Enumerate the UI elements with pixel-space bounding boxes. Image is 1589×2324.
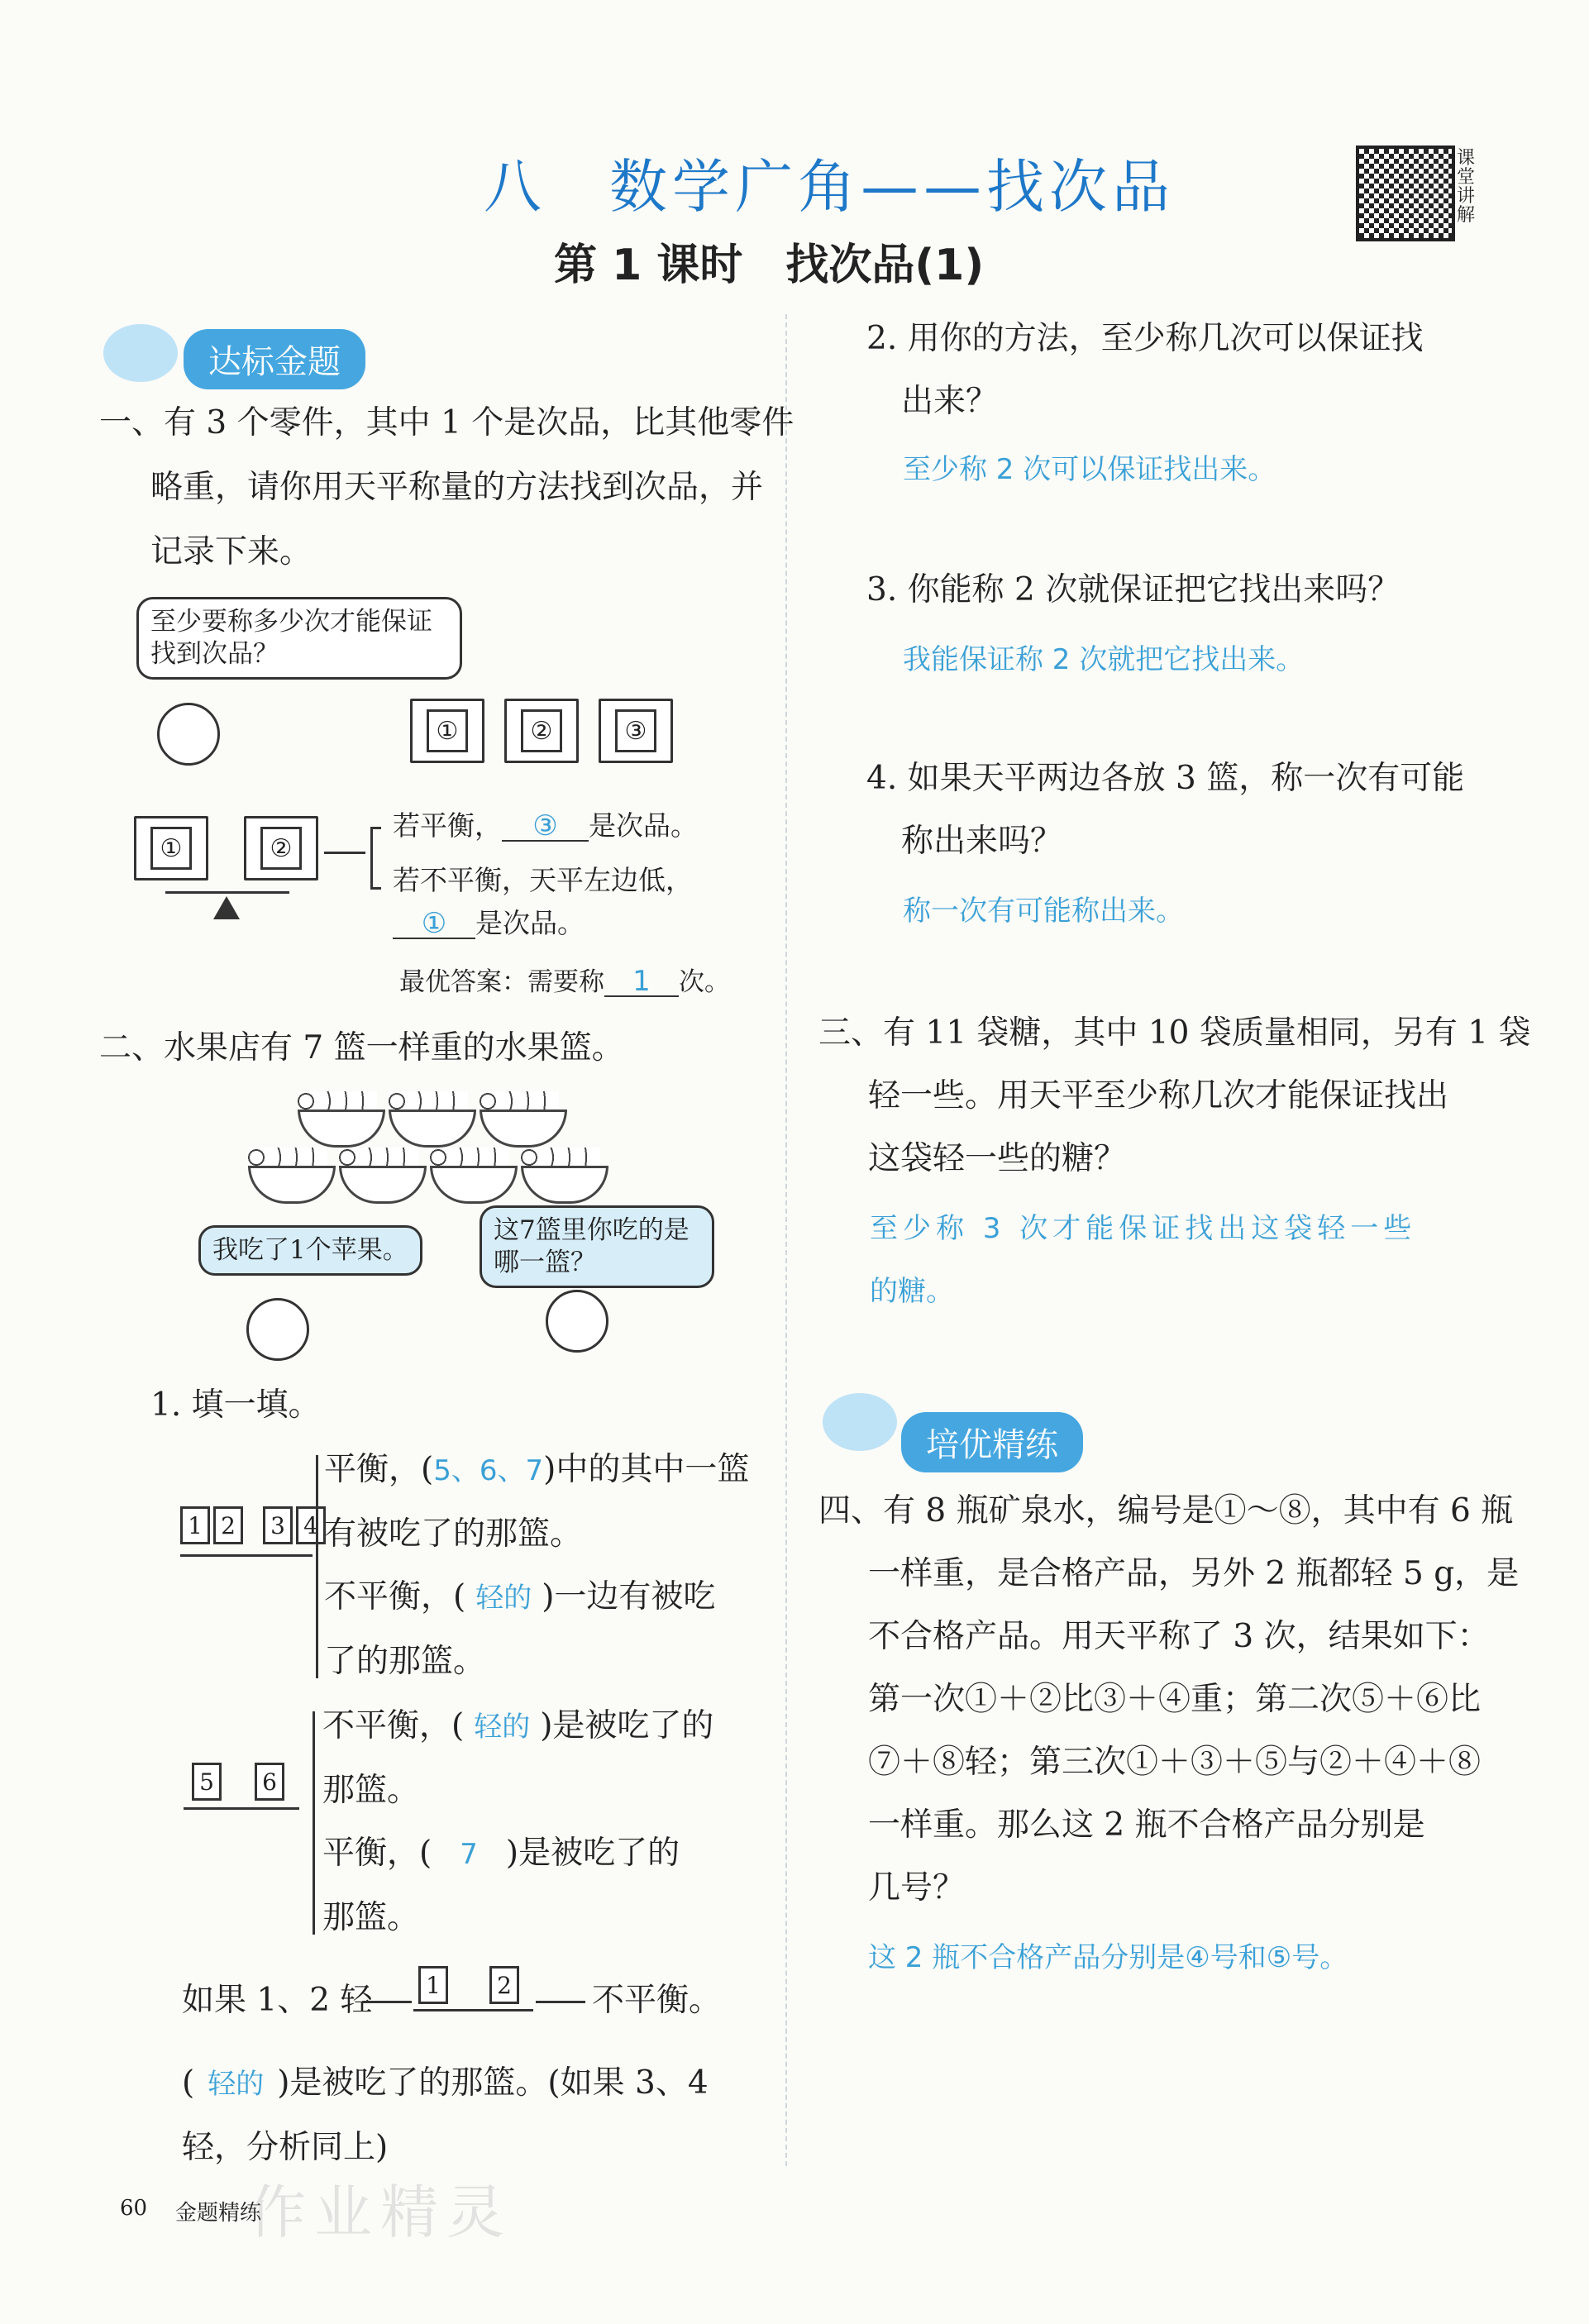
text: 是次品。 xyxy=(475,907,585,939)
text: )是被吃了的那篮。(如果 3、4 xyxy=(277,2064,709,2102)
balance-beam xyxy=(165,891,289,894)
q2-boy-bubble: 这7篮里你吃的是哪一篮？ xyxy=(480,1205,714,1288)
q4-line6: 一样重。那么这 2 瓶不合格产品分别是 xyxy=(868,1806,1425,1844)
q2-4-line1: 4. 如果天平两边各放 3 篮，称一次有可能 xyxy=(866,760,1465,797)
r2-row-c xyxy=(322,1835,680,1872)
chapter-title: 八 数学广角——找次品 xyxy=(484,153,1175,221)
r1-row-a xyxy=(324,1453,749,1486)
q1-line3: 记录下来。 xyxy=(150,533,313,570)
book-name: 金题精练 xyxy=(175,2201,262,2226)
q1-unbalanced-row2 xyxy=(393,909,585,939)
boy-icon xyxy=(546,1290,608,1353)
part-box: ① xyxy=(427,709,468,752)
q2-girl-bubble: 我吃了1个苹果。 xyxy=(198,1225,422,1276)
part-box: ③ xyxy=(615,709,656,752)
arrow-line xyxy=(362,2001,412,2003)
basket-num: 2 xyxy=(489,1966,519,2004)
watermark: 作业精灵 xyxy=(248,2178,513,2246)
answer: 5、6、7 xyxy=(433,1454,544,1487)
part-frame-2 xyxy=(504,699,579,763)
answer-unbalanced: ① xyxy=(393,909,475,939)
q1-line2: 略重，请你用天平称量的方法找到次品，并 xyxy=(150,469,764,506)
q2-4-answer: 称一次有可能称出来。 xyxy=(903,895,1184,928)
column-divider xyxy=(785,314,787,2166)
result-brace xyxy=(370,827,381,890)
part-box: ① xyxy=(150,827,192,870)
basket-num: 6 xyxy=(255,1763,284,1801)
girl-icon xyxy=(246,1298,309,1361)
text: )中的其中一篮 xyxy=(543,1451,750,1488)
basket-num: 1 xyxy=(180,1506,210,1544)
arrow-line xyxy=(536,2001,585,2003)
balance-2 xyxy=(192,1763,284,1801)
fruit-baskets xyxy=(248,1091,678,1207)
q4-answer: 这 2 瓶不合格产品分别是④号和⑤号。 xyxy=(868,1941,1348,1974)
text: )是被吃了的 xyxy=(540,1707,714,1744)
if-row-pre: 如果 1、2 轻 xyxy=(182,1982,373,2019)
answer: 轻的 xyxy=(208,2068,265,2101)
answer: 7 xyxy=(460,1838,478,1871)
q4-line2: 一样重，是合格产品，另外 2 瓶都轻 5 g，是 xyxy=(868,1555,1520,1592)
text: 不平衡，( xyxy=(324,1578,466,1615)
q2-2-answer: 至少称 2 次可以保证找出来。 xyxy=(903,453,1276,486)
q3-line1: 三、有 11 袋糖，其中 10 袋质量相同，另有 1 袋 xyxy=(818,1014,1531,1052)
r1-row-c xyxy=(324,1578,716,1615)
q1-balanced-row xyxy=(393,809,698,842)
text: 是次品。 xyxy=(589,809,698,842)
q2-prompt: 二、水果店有 7 篮一样重的水果篮。 xyxy=(99,1029,624,1067)
q2-3-answer: 我能保证称 2 次就把它找出来。 xyxy=(903,643,1305,676)
panda-icon xyxy=(103,324,178,382)
r2-row-d: 那篮。 xyxy=(322,1899,420,1936)
text: 次。 xyxy=(679,967,730,997)
part-box: ② xyxy=(260,827,302,870)
basket-num: 1 xyxy=(418,1966,448,2004)
girl-icon xyxy=(157,703,220,766)
text: 不平衡，( xyxy=(322,1707,465,1744)
balance-3 xyxy=(418,1966,519,2004)
q2-2-line1: 2. 用你的方法，至少称几次可以保证找 xyxy=(866,320,1424,357)
balance-beam xyxy=(413,2009,533,2011)
lesson-title: 第 1 课时 找次品(1) xyxy=(554,241,985,290)
part-frame-1 xyxy=(410,699,484,763)
balance-beam xyxy=(184,1807,299,1810)
r1-row-b: 有被吃了的那篮。 xyxy=(324,1515,583,1553)
qr-code[interactable] xyxy=(1356,146,1455,241)
q1-best-answer xyxy=(399,967,730,997)
answer-balanced: ③ xyxy=(502,812,589,842)
q4-line3: 不合格产品。用天平称了 3 次，结果如下： xyxy=(868,1618,1490,1655)
text: 最优答案：需要称 xyxy=(399,967,604,997)
q2-2-line2: 出来？ xyxy=(901,383,999,420)
qr-label: 课 堂 讲 解 xyxy=(1457,148,1476,227)
basket-num: 3 xyxy=(263,1506,293,1544)
text: 平衡，( xyxy=(324,1451,434,1488)
basket-num: 5 xyxy=(192,1763,222,1801)
page-number: 60 xyxy=(120,2196,148,2221)
answer: 轻的 xyxy=(474,1711,531,1744)
q1-girl-bubble: 至少要称多少次才能保证找到次品？ xyxy=(136,597,462,680)
text: 平衡，( xyxy=(322,1835,432,1872)
text: )一边有被吃 xyxy=(542,1578,716,1615)
q4-line5: ⑦＋⑧轻；第三次①＋③＋⑤与②＋④＋⑧ xyxy=(868,1744,1482,1781)
arrow-line xyxy=(324,852,365,854)
q3-line3: 这袋轻一些的糖？ xyxy=(868,1140,1127,1177)
q2-3-line1: 3. 你能称 2 次就保证把它找出来吗？ xyxy=(866,571,1401,608)
balance-pan-right xyxy=(244,816,318,880)
balance-1 xyxy=(180,1506,326,1544)
balance-fulcrum xyxy=(213,896,240,919)
q3-answer-1: 至少称 3 次才能保证找出这袋轻一些 xyxy=(870,1212,1417,1245)
balance-beam xyxy=(180,1554,313,1557)
panda-icon xyxy=(823,1393,897,1451)
if-row-post: 不平衡。 xyxy=(592,1982,722,2019)
q1-line1: 一、有 3 个零件，其中 1 个是次品，比其他零件 xyxy=(99,404,794,441)
part-frame-3 xyxy=(599,699,673,763)
text: 若平衡， xyxy=(393,809,502,842)
q3-line2: 轻一些。用天平至少称几次才能保证找出 xyxy=(868,1077,1449,1114)
q2-fill-title: 1. 填一填。 xyxy=(150,1386,321,1424)
q2-4-line2: 称出来吗？ xyxy=(901,823,1063,860)
answer-best: 1 xyxy=(604,967,679,997)
section-badge-peiyou: 培优精练 xyxy=(901,1412,1083,1472)
brace-2 xyxy=(313,1711,322,1935)
part-box: ② xyxy=(521,709,562,752)
answer: 轻的 xyxy=(475,1582,532,1615)
section-badge-dabiao: 达标金题 xyxy=(184,329,365,389)
basket-num: 4 xyxy=(296,1506,326,1544)
q1-unbalanced-row: 若不平衡，天平左边低， xyxy=(393,864,693,896)
q4-line7: 几号？ xyxy=(868,1869,966,1906)
q3-answer-2: 的糖。 xyxy=(870,1275,954,1308)
r1-row-d: 了的那篮。 xyxy=(324,1643,486,1680)
q4-line1: 四、有 8 瓶矿泉水，编号是①～⑧，其中有 6 瓶 xyxy=(818,1492,1514,1529)
q4-line4: 第一次①＋②比③＋④重；第二次⑤＋⑥比 xyxy=(868,1681,1482,1718)
last-row-2: 轻，分析同上) xyxy=(182,2129,389,2166)
r2-row-b: 那篮。 xyxy=(322,1772,420,1809)
r2-row-a xyxy=(322,1707,714,1744)
basket-num: 2 xyxy=(213,1506,243,1544)
last-row-1: ( 轻的 )是被吃了的那篮。(如果 3、4 xyxy=(182,2064,709,2102)
balance-pan-left xyxy=(134,816,208,880)
text: )是被吃了的 xyxy=(505,1835,680,1872)
